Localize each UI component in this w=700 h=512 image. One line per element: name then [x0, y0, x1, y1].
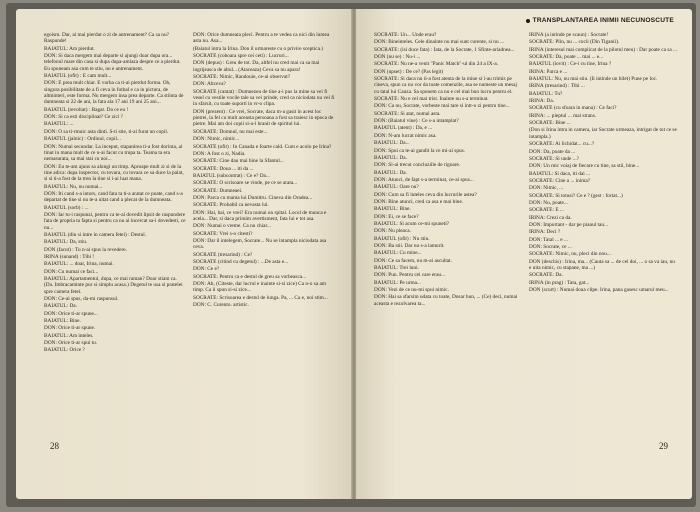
dialogue-line: BAIATUL: Da. [374, 154, 407, 161]
dialogue-line: IRINA (in prag) : Tata, gat... [529, 279, 590, 286]
left-page-column-1 [44, 31, 187, 461]
dialogue-line: SOCRATE: Cine dau mai bine la Sfantul... [193, 158, 284, 165]
dialogue-line: DON (scurt) : Numai doua clipe. Irina, pana gasesc umarul meu... [529, 287, 669, 294]
dialogue-line: SOCRATE (tresarind) : Ce? [193, 251, 253, 258]
dialogue-line: IRINA: Da. [529, 98, 555, 105]
dialogue-line: DON: Si ca esti disciplinat? Ce zici ? [44, 114, 123, 121]
dialogue-line: DON: Da, poate da ... [529, 148, 576, 155]
dialogue-line: DON: Eu te-am ajuns sa alungi un timp. Aproape mult zi si de la tine adica: dupa inspector, cu tovara, cu tovara ce sa duce la palat, si si ti-a fost de la tren la tine si i-ai luat mana. [44, 163, 184, 183]
dialogue-line: BAIATUL: Am inteles. [44, 332, 94, 339]
dialogue-line: BAIATUL: Bine. [374, 206, 411, 213]
dialogue-line: BAIATUL: Nu, nu mai stiu. (Ii intinde un bilet) Pune pe loc. [529, 76, 658, 83]
dialogue-line: SOCRATE: Probabil ca nevasta lui. [193, 202, 269, 209]
dialogue-line: BAIATUL: Bine. [44, 318, 81, 325]
dialogue-line: DON: N-am lucrat nimic asa. [374, 132, 437, 139]
open-book [6, 3, 696, 507]
right-page-number: 29 [659, 441, 668, 451]
dialogue-line: SOCRATE: Nu e cel mai trist. Inainte nu s-a terminat. [374, 96, 489, 103]
bullet-dot-icon [526, 19, 530, 23]
dialogue-line: SOCRATE: Pentru ca e destul de greu sa vorbeasca... [193, 273, 307, 280]
dialogue-line: BAIATUL: Oare nu? [374, 184, 419, 191]
dialogue-line: DON: Numai secundar. La inceput, stapanirea ti-a fost dorinta, ai tinut in mana mult de ce n-ai facut cu trupa ta. Teama ta era nemasurata, sa mai stai cu noi... [44, 143, 183, 163]
dialogue-line: DON: Bine atunci, cred ca asa e mai bine. [374, 198, 464, 205]
dialogue-line: SOCRATE: E ... [529, 207, 564, 214]
dialogue-line: IRINA (tresarind) : Tibi ... [529, 83, 585, 90]
dialogue-line: BAIATUL (subcontrat) : Ce e? Da... [193, 172, 270, 179]
dialogue-line: DON: (Baiatul vine) : Ce s-a intamplat? [374, 118, 459, 125]
dialogue-line: SOCRATE: Bine ... [529, 120, 571, 127]
dialogue-line: SOCRATE: Dumneaei. [193, 187, 243, 194]
dialogue-line: DON: Orice ti-ar spune. [44, 325, 96, 332]
dialogue-line: DON: Spui ca te-ai gandit la ce mi-ai spus. [374, 147, 466, 154]
dialogue-line: SOCRATE: Vrei s-o citesti? [193, 230, 253, 237]
dialogue-line: DON: Altceva? [193, 81, 226, 88]
dialogue-line: SOCRATE: Plin, nu ... cocii (Din Tiganii). [529, 39, 620, 46]
dialogue-line: DON: Pun. Pentru cei care erau... [374, 272, 446, 279]
dialogue-line: DON: E prea mult chiar. E vorba ca ti-ai pierdut forma. Oh, singura posibilitate de a fi ceva in fotbal e ca in pictura, de altminteri, este forma. Nu mergem insa prea departe. Ca stiinta de dumneata si 22 de ani, la fata ala 17 ani 19 ani 25 ani... [44, 80, 184, 106]
dialogue-line: DON: Hai, hai, ce vrei? Era numai un spital. Locul de munca e acela... Dar, si daca primim avertisment, fata lui e tot asa. [193, 209, 327, 222]
dialogue-line: SOCRATE: Da, poate ... mai ... e... [529, 54, 604, 61]
dialogue-line: DON: Cum sa fi inteles ceva din lucrurile astea? [374, 191, 477, 198]
dialogue-line: BAIATUL: Tu? [529, 90, 563, 97]
dialogue-line: SOCRATE (cantat) : Dumnezeu de tine a-i pus la mine sa vei fi vesel cu vestile vocile tale sa vei prinde, cred ca niciodata nu vei fi in sfarsit, cu toate suporti in vr-o clipa. [193, 88, 335, 108]
dialogue-line: SOCRATE: Nu ne-a venit "Panic Match"-ul din 24 a IX-a. [374, 61, 499, 68]
dialogue-line: SOCRATE: (isi duce fata) : Iata, de la Socrate, 1 Sfinte-ariadnea... [374, 46, 515, 53]
dialogue-line: BAIATUL (jalnic) : Ordinul, copil... [44, 136, 121, 143]
dialogue-line: DON: Un mic voiaj de fiecare cu tine, sa stii, bine... [529, 163, 640, 170]
right-page [356, 9, 692, 499]
dialogue-line: DON: Tatal ... e ... [529, 236, 568, 243]
dialogue-line: SOCRATE: Nimic, Randouie, ce-ai observat? [193, 74, 291, 81]
dialogue-line: DON: A fost o zi, Nadia. [193, 150, 246, 157]
dialogue-line: DON (deschis) : Irina, ma... (Cauta sa ... de cei doi, ... o sa va iau, nu e uita nimic, cu stapane, ma ...) [529, 258, 675, 271]
dialogue-line: BAIATUL: ... doar, Irina, numai. [44, 261, 114, 268]
dialogue-line: BAIATUL: Si daca, iti dai ... [529, 170, 591, 177]
dialogue-line: DON: Dar il intelegem, Socrate... Nu se intampla niciodata asa ceva. [193, 237, 327, 251]
dialogue-line: DON (upset) : De ce? (Pas legit) [374, 68, 444, 75]
dialogue-line: DON: Ah, (Citeste, dar lucrul e inainte si-si zice) Ca n-o sa am timp. Ca ii spun si-si zice... [193, 281, 326, 294]
dialogue-line: BAIATUL (ofit) : Nu stiu. [374, 235, 430, 242]
dialogue-line: IRINA: Parca e ... [529, 68, 568, 75]
dialogue-line: SOCRATE: Doua ... iti da ... [193, 165, 254, 172]
dialogue-line: DON: Bineinteles. Cele dinainte nu mai sunt curente, si nu ... [374, 39, 504, 46]
dialogue-line: DON: Orice ti-ar spune... [44, 310, 98, 317]
dialogue-line: BAIATUL: Nu, nu numai... [44, 183, 103, 190]
dialogue-line: DON: Orice ti-ar spui tu. [44, 340, 98, 347]
dialogue-line: DON: O sa ti-rmuic asta dinti. S-ti stie, ti-ai furat un copil. [44, 128, 169, 135]
left-page [16, 9, 352, 499]
dialogue-line: DON: Nu pleaca. [374, 228, 411, 235]
dialogue-line: SOCRATE: Un... Unde erau? [374, 32, 437, 38]
dialogue-line: DON: Ce e? [193, 266, 220, 273]
dialogue-line: DON: Ei, ce se face? [374, 213, 419, 220]
dialogue-line: SOCRATE (coboara spre cei ceti) : Lucruri... [193, 53, 289, 60]
dialogue-line: IRINA: Deci ? [529, 229, 561, 236]
dialogue-line: BAIATUL: ... [44, 121, 74, 128]
dialogue-line: SOCRATE: O scrisoare se vinde, pe ce se arata... [193, 180, 298, 187]
dialogue-line: BAIATUL (ofit) : E cam mult... [44, 73, 112, 80]
right-page-column-2 [529, 31, 678, 461]
dialogue-line: BAIATUL: Da... [374, 140, 410, 147]
dialogue-line: SOCRATE (cu sfoara in mana) : Ce faci? [529, 105, 617, 112]
dialogue-line: SOCRATE: Da. [529, 272, 563, 279]
running-title: TRANSPLANTAREA INIMII NECUNOSCUTE [532, 17, 674, 24]
dialogue-line: egoism. Dar, ai mai pierdut o zi de antrenament? Ca sa nu? Raspunde! [44, 32, 169, 45]
dialogue-line: IRINA (interesul mai complicat de la pilotul meu) : Dar poate ca sa ... [529, 46, 677, 53]
left-page-number: 28 [50, 441, 59, 451]
dialogue-line: DON: Ce sa facem, nu m-ai ascultat. [374, 257, 452, 264]
dialogue-line: IRINA (a intinde pe scaun) : Socrate! [529, 32, 609, 38]
dialogue-line: BAIATUL: Da, stiu. [44, 239, 88, 246]
dialogue-line: IRINA: ... pieptul ... mai strans. [529, 112, 597, 119]
dialogue-line: BAIATUL: Trei luni. [374, 265, 419, 271]
dialogue-line: DON: Atunci, de fapt s-a terminat, ce-ai spus... [374, 176, 474, 183]
dialogue-line: DON (nu se) : Nu-i ... [374, 54, 421, 61]
dialogue-line: SOCRATE: Si daca nu ii-a fost atenta de la mine si i-au trimis pe cineva, spun ca nu vor da toate comenzile, asa se numeste un mesaj cu tatal lui Cauza. Sa spunem ca nu e cel mai bun lucru pentru el. [374, 76, 517, 95]
dialogue-line: DON: C. Curento. artistic. [193, 302, 249, 309]
dialogue-line: BAIATUL (revoltat) : Bagat. Da ce eu ! [44, 106, 129, 113]
dialogue-line: DON: Nimic, ... [529, 185, 564, 192]
dialogue-line: BAIATUL (lovit) : Ce-i cu tine, Irina ? [529, 61, 612, 68]
dialogue-line: BAIATUL (sorb) : ... [44, 204, 89, 211]
dialogue-line: DON: Orice dumneata pleci. Pentru a te vedea ca nici din lumea asta nu. Asa... [193, 32, 330, 45]
dialogue-line: BAIATUL: Orice ? [44, 347, 85, 354]
dialogue-line: DON: Vezi de ce nu-mi spui nimic. [374, 287, 449, 294]
dialogue-line: DON: Si daca mergem mai departe si ajungi doar dupa ora... telefonul mare din casa si dupa dupa-amiaza despre ce a pierdut. Eu spuneam asa cum te stiu, nu e antrenament. [44, 53, 181, 72]
dialogue-line: (Don si Irina intra in camera, iar Socrate urmeaza, intrigat de tot ce se intampla.) [529, 127, 677, 140]
dialogue-line: DON: Iar tu-i raspunzi, pentru ca te-ai dovedit lipsit de raspundere fata de propria ta fapta si pentru ca nu ai incercat sa-i dovedesti, ce nu... [44, 211, 186, 231]
dialogue-line: DON: Hai sa sfarsim odata cu toate, Dosar bun, ... (Ce) deci, numai aceasta e rezolvarea ta... [374, 294, 518, 307]
dialogue-line: DON: Cu numai ce faci... [44, 268, 99, 275]
dialogue-line: SOCRATE: Domnul, nu mai este... [193, 128, 268, 135]
dialogue-line: DON: Socrate, ce ... [529, 243, 572, 250]
dialogue-line: BAIATUL: Apartamentul, dupa, ce mai raman? Doar stiam ca. (Da. Imbracaminte pur si simplu acasa.) Degetul te usa si pratelei spre camera fetei. [44, 276, 183, 295]
dialogue-line: SOCRATE: Nimic, nu, pleci din nou... [529, 251, 611, 258]
dialogue-line: DON: Ba stii. Dar nu s-a lamurit. [374, 242, 445, 249]
dialogue-line: IRINA (sunand) : Tibi ! [44, 254, 95, 260]
dialogue-line: DON: Ca nu, Socrate, vorbeste mai tare si intr-o zi pentru tine... [374, 103, 510, 110]
dialogue-line: BAIATUL: Am pierdut. [44, 45, 95, 52]
dialogue-line: SOCRATE (citind cu degetul) : ...De asta e... [193, 259, 289, 265]
dialogue-line: BAIATUL: Pe urma... [374, 279, 421, 286]
dialogue-line: SOCRATE: Si atat, numai asta. [374, 110, 441, 117]
dialogue-line: DON: Nimic, nimic... [193, 136, 240, 143]
dialogue-line: DON: Numai o vreme. Ca nu chiar... [193, 223, 271, 230]
dialogue-line: DON: Si-ai trecut concluziile de rigoare. [374, 162, 461, 169]
dialogue-line: DON: Parca cu mama lui Dumitru. Cineva din Oradea... [193, 194, 313, 201]
dialogue-line: BAIATUL: Da. [374, 169, 407, 176]
dialogue-line: BAIATUL: Cu mine... [374, 250, 422, 257]
dialogue-line: BAIATUL: Da. [44, 303, 77, 310]
dialogue-line: (Baiatul intra la Irina. Don il urmareste cu o privire sceptica.) [193, 45, 324, 52]
dialogue-line: BAIATUL: Si acum ce-mi spuneti? [374, 220, 450, 227]
dialogue-line: DON: Ce-ai spus, da-mi raspunsul. [44, 296, 119, 303]
dialogue-line: SOCRATE: Si unde ...? [529, 155, 580, 162]
dialogue-line: BAIATUL (din si intre in camera fetei) : Destul. [44, 231, 147, 238]
dialogue-line: DON: Important - dar pe pianul tau... [529, 221, 608, 228]
left-page-column-2 [193, 31, 336, 461]
dialogue-line: SOCRATE: Ai lichidat... cu...? [529, 141, 595, 148]
dialogue-line: BAIATUL (atent) : Da, e ... [374, 125, 433, 132]
dialogue-line: DON: Iti cand s-a intors, cand fata ta ti-a aratat ce poate, cand s-a departat de tine si nu te-a uitat cand a plecat de la dumneata. [44, 190, 183, 204]
dialogue-line: SOCRATE: Scrisoarea e destul de lunga. Pa, ... Ca e, noi stim... [193, 294, 328, 301]
dialogue-line: IRINA: Crezi ca da. [529, 214, 572, 221]
dialogue-line: DON (facut) : Tu n-ai spus la revedere. [44, 246, 127, 253]
right-page-column-1 [374, 31, 523, 461]
dialogue-line: DON: Nu, poate... [529, 199, 568, 206]
dialogue-line: SOCRATE: Si totusi? Ce e ? (gest : fortat...) [529, 192, 623, 199]
dialogue-line: DON (prezent) : Ce vrei, Socrate, daca m-a gasit in acest loc pietrei, la fel cu mult aceasta persoana a fost sa traiesc in epoca de pietre. Mai am doi copii si-a-l hranit de spiritul lui. [193, 108, 334, 128]
running-header [526, 17, 674, 24]
dialogue-line: DON (depus) : Greu de tot. Da, altfel nu cred mai ca sa mai ingrijeasca de altul... (Ataceaza) Ceva sa nu apara! [193, 60, 320, 73]
dialogue-line: SOCRATE: Cine a ... inima? [529, 177, 591, 184]
dialogue-line: SOCRATE (ofit) : In Canada e foarte cald. Cum e acolo pe Irina? [193, 143, 332, 150]
